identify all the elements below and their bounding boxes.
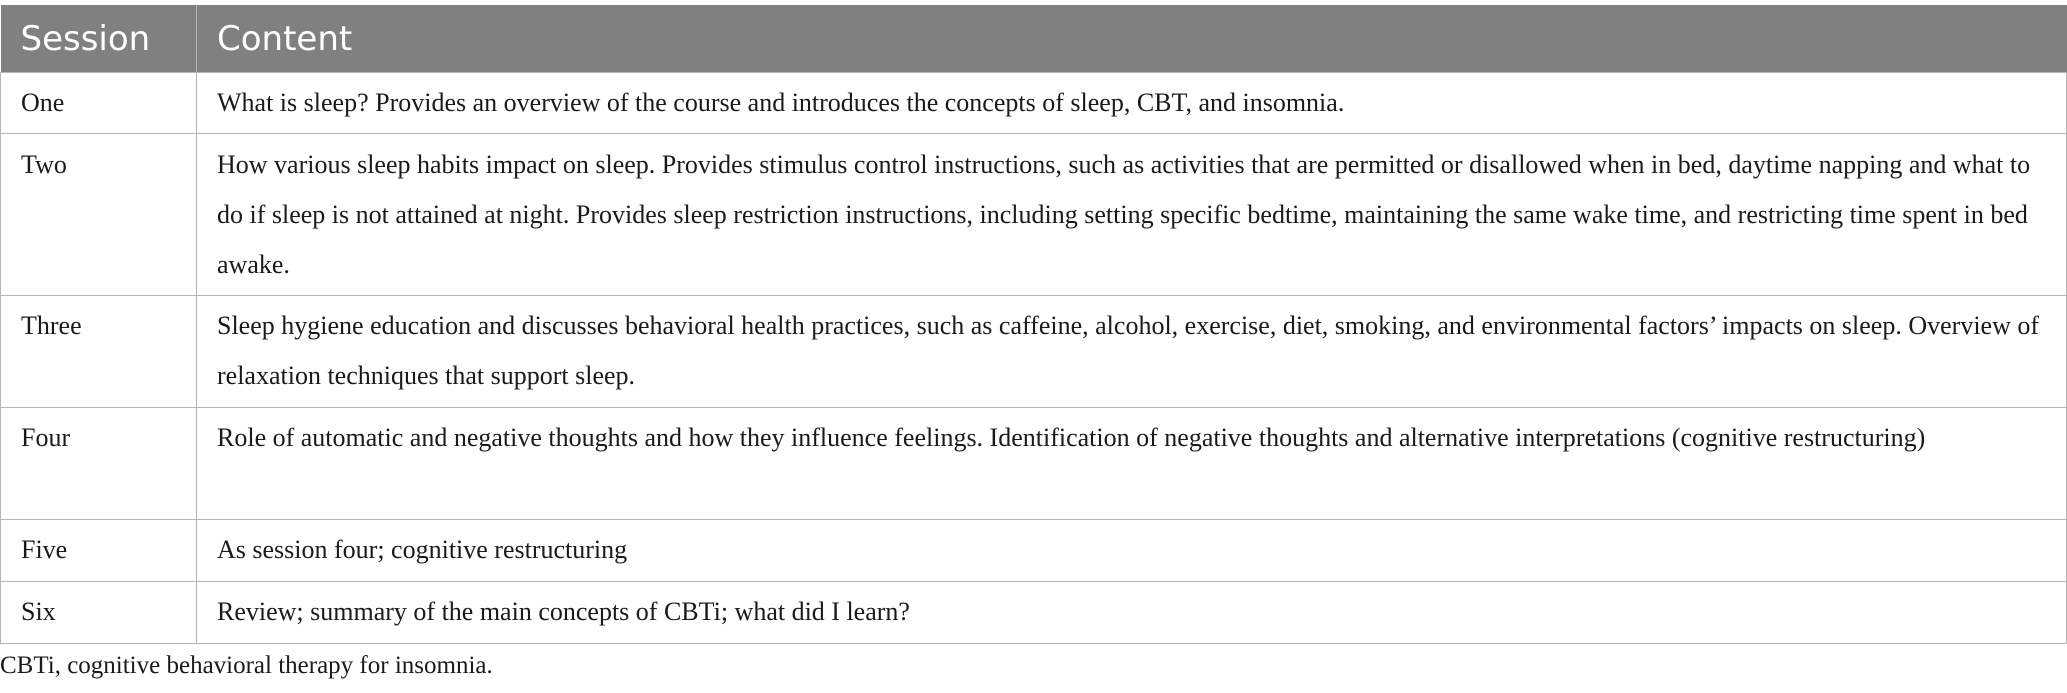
content-cell: Role of automatic and negative thoughts and how they influence feelings. Identification of negative thoughts and alternative interpretations (cognitive restructuring) <box>197 408 2067 520</box>
table-row <box>1 73 2067 134</box>
content-cell: What is sleep? Provides an overview of the course and introduces the concepts of sleep, CBT, and insomnia. <box>197 73 2067 134</box>
session-cell: Three <box>1 296 197 408</box>
header-session: Session <box>1 5 197 73</box>
session-cell: Five <box>1 520 197 582</box>
table-row <box>1 134 2067 296</box>
content-cell: As session four; cognitive restructuring <box>197 520 2067 582</box>
session-table-container <box>0 5 2067 644</box>
table-row <box>1 582 2067 644</box>
table-row <box>1 520 2067 582</box>
table-row <box>1 296 2067 408</box>
session-cell: Four <box>1 408 197 520</box>
table-row <box>1 408 2067 520</box>
table-footnote: CBTi, cognitive behavioral therapy for insomnia. <box>0 652 493 679</box>
content-cell: Sleep hygiene education and discusses behavioral health practices, such as caffeine, alcohol, exercise, diet, smoking, and environmental factors’ impacts on sleep. Overview of relaxation techniques that support sleep. <box>197 296 2067 408</box>
header-content: Content <box>197 5 2067 73</box>
session-cell: Six <box>1 582 197 644</box>
table-header-row <box>1 5 2067 73</box>
session-content-table <box>0 5 2067 644</box>
content-cell: How various sleep habits impact on sleep. Provides stimulus control instructions, such as activities that are permitted or disallowed when in bed, daytime napping and what to do if sleep is not attained at night. Provides sleep restriction instructions, including setting specific bedtime, maintaining the same wake time, and restricting time spent in bed awake. <box>197 134 2067 296</box>
session-cell: Two <box>1 134 197 296</box>
session-cell: One <box>1 73 197 134</box>
content-cell: Review; summary of the main concepts of CBTi; what did I learn? <box>197 582 2067 644</box>
